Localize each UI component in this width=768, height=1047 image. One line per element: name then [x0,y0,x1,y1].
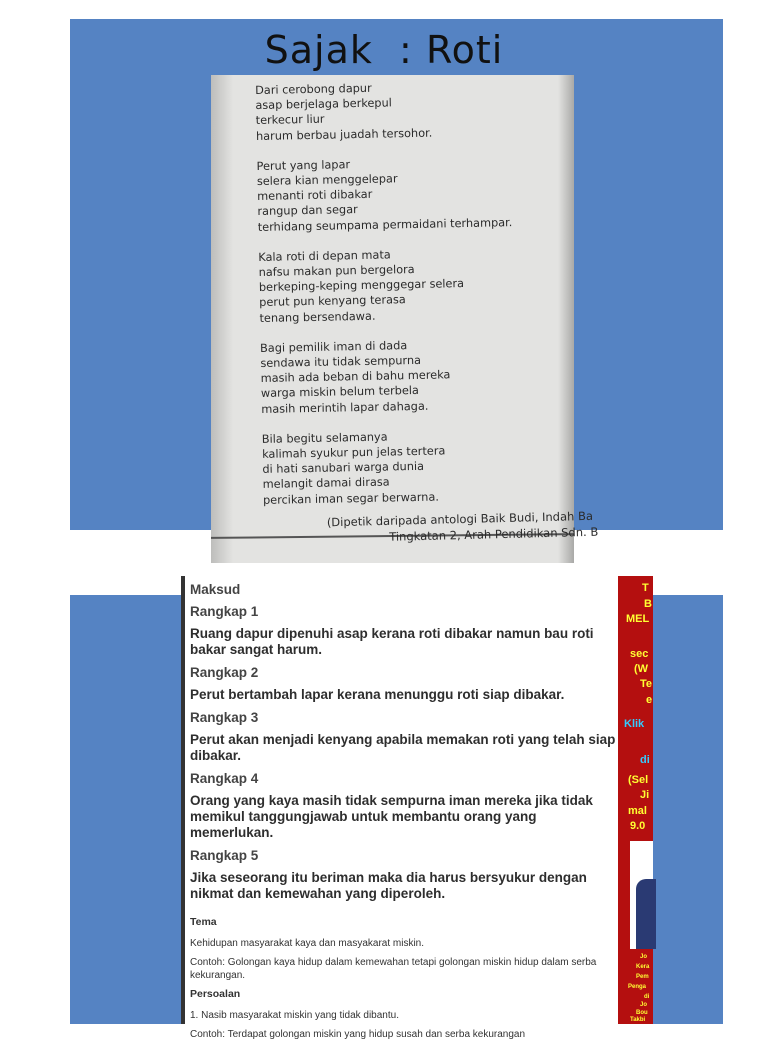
book-page-shadow [211,75,233,563]
rangkap-4-heading: Rangkap 4 [190,771,259,786]
poem-line: Kala roti di depan mata [258,248,391,264]
notes-left-border [181,576,185,1024]
poem-line: masih ada beban di bahu mereka [260,368,451,386]
sidebar-link[interactable]: di [640,754,650,766]
poem-stanza-2 [256,153,577,235]
poem-line: terkecur liur [255,113,325,128]
poem-line: masih merintih lapar dahaga. [261,399,429,416]
sidebar-small-text: Takbi [630,1017,646,1023]
tema-text: Kehidupan masyarakat kaya dan masyakarat miskin. [190,938,425,949]
sidebar-small-text: di [644,994,650,1000]
poem-line: percikan iman segar berwarna. [262,490,440,507]
sidebar-small-text: Penga [628,984,647,990]
sidebar-text: (Sel [628,774,649,786]
sidebar-small-text: Bou [636,1010,648,1016]
sidebar-text: 9.0 [630,820,646,832]
poem-line: perut pun kenyang terasa [259,293,406,310]
rangkap-2-text: Perut bertambah lapar kerana menunggu roti siap dibakar. [190,687,565,702]
rangkap-1-heading: Rangkap 1 [190,604,259,619]
maksud-heading: Maksud [190,582,241,597]
tema-heading: Tema [190,916,217,928]
rangkap-3-heading: Rangkap 3 [190,710,259,725]
rangkap-3-text: Perut akan menjadi kenyang apabila memakan roti yang telah siap dibakar. [190,732,616,763]
persoalan-example: Contoh: Terdapat golongan miskin yang hidup susah dan serba kekurangan [190,1029,526,1040]
sidebar-text: MEL [626,613,650,625]
rangkap-1-text: Ruang dapur dipenuhi asap kerana roti dibakar namun bau roti bakar sangat harum. [190,626,594,657]
red-sidebar [618,576,653,1024]
poem-line: rangup dan segar [257,203,358,219]
notes-screenshot [181,576,618,1040]
poem-line: kalimah syukur pun jelas tertera [262,444,446,461]
poem-stanza-4 [260,335,581,417]
rangkap-5-heading: Rangkap 5 [190,848,259,863]
poem-line: Bagi pemilik iman di dada [259,338,408,355]
sidebar-text: T [642,582,649,594]
poem-stanza-5 [262,426,583,508]
sidebar-small-text: Jo [640,954,648,960]
person-silhouette-icon [636,879,656,949]
poem-text [255,77,583,523]
citation-line-1: (Dipetik daripada antologi Baik Budi, Indah Ba [326,508,594,530]
poem-line: warga miskin belum terbela [260,384,420,401]
notes-content [190,582,616,1047]
poem-line: harum berbau juadah tersohor. [255,126,433,143]
slide-title: Sajak : Roti [264,28,504,72]
poem-line: Bila begitu selamanya [261,430,388,446]
poem-line: menanti roti dibakar [257,187,373,204]
sidebar-text: mal [628,805,647,817]
tema-example: Contoh: Golongan kaya hidup dalam kemewahan tetapi golongan miskin hidup dalam serba kekurangan. [190,957,597,981]
poem-line: selera kian menggelepar [256,172,398,188]
poem-line: Perut yang lapar [256,158,351,173]
sidebar-text: sec [630,648,649,660]
poem-citation [327,508,599,547]
sidebar-text: (W [634,663,649,675]
citation-line-2: Tingkatan 2, Arah Pendidikan Sdn. B [389,524,599,544]
sidebar-text: B [644,598,652,610]
sidebar-text: e [646,694,653,706]
sidebar-text: Ji [640,789,650,801]
poem-line: nafsu makan pun bergelora [258,263,415,279]
sidebar-photo [630,841,653,949]
poem-stanza-3 [258,244,579,326]
poem-line: berkeping-keping menggegar selera [258,277,465,295]
poem-line: sendawa itu tidak sempurna [260,353,422,370]
poem-line: tenang bersendawa. [259,309,376,325]
rangkap-2-heading: Rangkap 2 [190,665,259,680]
persoalan-heading: Persoalan [190,988,241,1000]
poem-book-photo [211,75,599,563]
rangkap-5-text: Jika seseorang itu beriman maka dia harus bersyukur dengan nikmat dan kemewahan yang diperoleh. [190,870,587,901]
sidebar-link[interactable]: Klik [624,718,645,730]
sidebar-small-text: Kera [636,964,650,970]
poem-line: asap berjelaga berkepul [255,96,392,113]
poem-line: terhidang seumpama permaidani terhampar. [257,215,513,234]
persoalan-item-1: 1. Nasib masyarakat miskin yang tidak dibantu. [190,1010,399,1021]
poem-line: melangit damai dirasa [262,475,390,492]
sidebar-text: Te [640,678,653,690]
poem-line: di hati sanubari warga dunia [262,460,425,477]
sidebar-small-text: Jo [640,1002,648,1008]
rangkap-4-text: Orang yang kaya masih tidak sempurna iman mereka jika tidak memikul tanggungjawab untuk membantu orang yang memerlukan. [190,793,593,840]
sidebar-small-text: Pem [636,974,649,980]
poem-line: Dari cerobong dapur [255,81,372,97]
poem-stanza-1 [255,77,576,144]
